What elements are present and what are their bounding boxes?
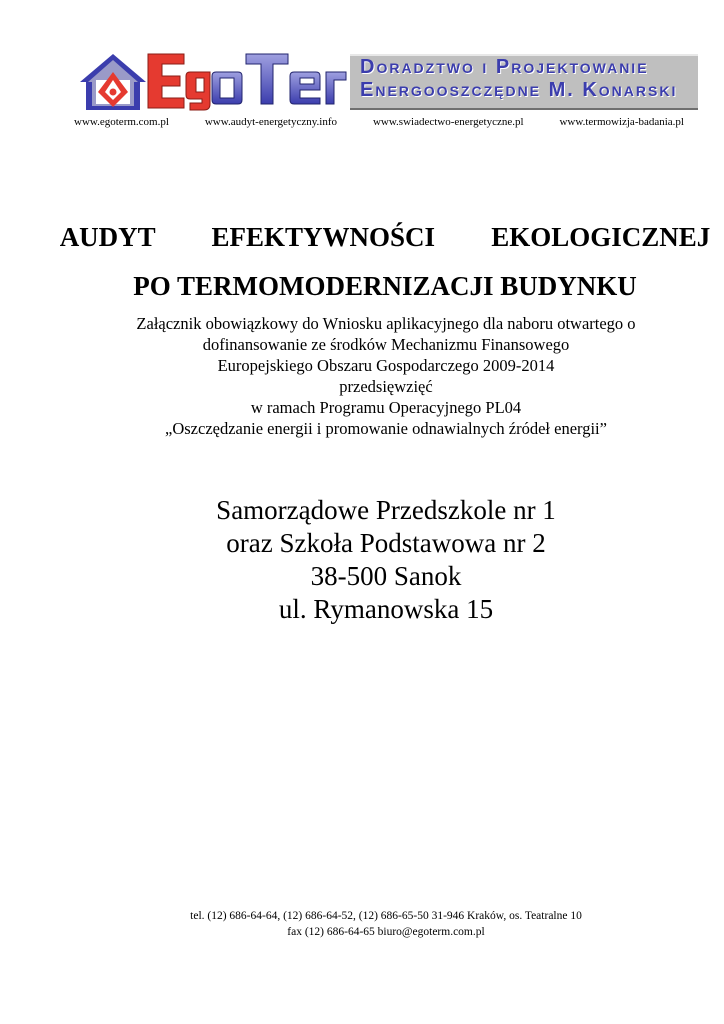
- document-title-line1: AUDYT EFEKTYWNOŚCI EKOLOGICZNEJ: [59, 222, 711, 252]
- tagline-line2: Energooszczędne M. Konarski: [360, 79, 678, 101]
- link-egoterm[interactable]: www.egoterm.com.pl: [74, 116, 169, 128]
- footer-fax-email-line: fax (12) 686-64-65 biuro@egoterm.com.pl: [287, 926, 485, 938]
- subtitle-line: dofinansowanie ze środków Mechanizmu Finansowego: [202, 335, 570, 354]
- subtitle-line: Załącznik obowiązkowy do Wniosku aplikacyjnego dla naboru otwartego o: [136, 314, 636, 333]
- address-line: 38-500 Sanok: [310, 561, 462, 591]
- link-termowizja-badania[interactable]: www.termowizja-badania.pl: [559, 116, 684, 128]
- link-swiadectwo-energetyczne[interactable]: www.swiadectwo-energetyczne.pl: [372, 116, 524, 128]
- address-line: oraz Szkoła Podstawowa nr 2: [226, 528, 546, 558]
- footer-phone-line: tel. (12) 686-64-64, (12) 686-64-52, (12) 686-65-50 31-946 Kraków, os. Teatralne 10: [190, 910, 582, 922]
- tagline-line1: Doradztwo i Projektowanie: [360, 56, 649, 78]
- document-title-line2: PO TERMOMODERNIZACJI BUDYNKU: [133, 271, 637, 301]
- website-links: [74, 116, 684, 128]
- link-audyt-energetyczny[interactable]: www.audyt-energetyczny.info: [204, 116, 337, 128]
- subtitle-line: „Oszczędzanie energii i promowanie odnawialnych źródeł energii”: [165, 419, 607, 438]
- address-line: ul. Rymanowska 15: [278, 594, 494, 624]
- subtitle-line: w ramach Programu Operacyjnego PL04: [250, 398, 522, 417]
- house-logo-icon: [78, 52, 148, 112]
- contact-footer: [60, 908, 712, 940]
- subtitle-line: Europejskiego Obszaru Gospodarczego 2009-2014: [217, 356, 555, 375]
- subtitle-line: przedsięwzięć: [339, 377, 433, 396]
- building-address: [60, 494, 712, 626]
- document-subtitle: [60, 313, 712, 439]
- address-line: Samorządowe Przedszkole nr 1: [216, 495, 556, 525]
- company-header: [78, 50, 698, 112]
